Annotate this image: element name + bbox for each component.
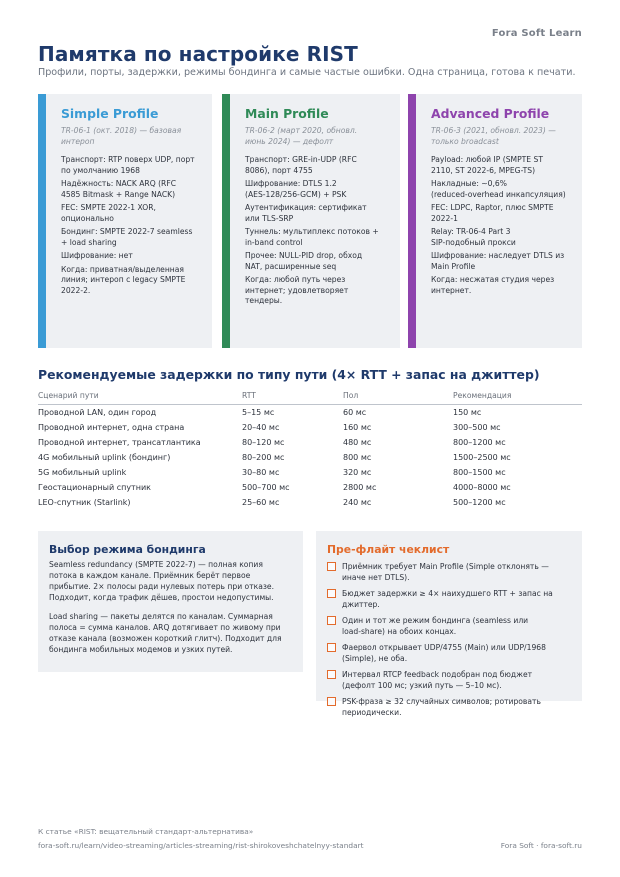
checkbox[interactable] bbox=[327, 670, 336, 679]
checkbox[interactable] bbox=[327, 697, 336, 706]
column-header: Сценарий пути bbox=[38, 388, 242, 405]
text-line: или TLS-SRP bbox=[245, 213, 294, 223]
profile-card-advanced bbox=[408, 94, 582, 348]
table-cell: 4000–8000 мс bbox=[453, 483, 511, 492]
profile-meta bbox=[61, 125, 202, 147]
text-line: прибытие. 2× полосы ради нулевых потерь при отказе. bbox=[49, 582, 274, 591]
checklist-item[interactable] bbox=[327, 588, 572, 610]
checklist-item[interactable] bbox=[327, 669, 572, 691]
table-cell: 30–80 мс bbox=[242, 468, 280, 477]
text-line: Фаервол открывает UDP/4755 (Main) или UDP/1968 bbox=[342, 643, 546, 652]
table-row bbox=[38, 465, 582, 480]
checklist-text bbox=[342, 669, 532, 691]
table-cell: 60 мс bbox=[343, 408, 367, 417]
text-line: тендеры. bbox=[245, 296, 283, 305]
text-line: Когда: любой путь через bbox=[245, 275, 346, 284]
latency-heading: Рекомендуемые задержки по типу пути (4× RTT + запас на джиттер) bbox=[38, 367, 540, 382]
text-line: линия; интероп с legacy SMPTE bbox=[61, 275, 186, 284]
profile-card-simple bbox=[38, 94, 212, 348]
text-line: Накладные: ~0,6% bbox=[431, 179, 507, 188]
column-header: Пол bbox=[343, 388, 453, 405]
text-line: FEC: LDPC, Raptor, плюс SMPTE bbox=[431, 203, 554, 212]
table-cell: 150 мс bbox=[453, 408, 482, 417]
checklist-text bbox=[342, 561, 549, 583]
text-line: Payload: любой IP (SMPTE ST bbox=[431, 155, 543, 164]
column-header: Рекомендация bbox=[453, 388, 582, 405]
profile-spec-row bbox=[61, 155, 202, 176]
footer-url[interactable]: fora-soft.ru/learn/video-streaming/articles-streaming/rist-shirokoveshchatelnyy-standart bbox=[38, 841, 364, 850]
text-line: Транспорт: GRE-in-UDP (RFC bbox=[245, 155, 357, 164]
table-cell: 25–60 мс bbox=[242, 498, 280, 507]
checklist-text bbox=[342, 615, 528, 637]
text-line: Бондинг: SMPTE 2022-7 seamless bbox=[61, 227, 193, 236]
text-line: Подходит, когда трафик дёшев, простои недопустимы. bbox=[49, 593, 274, 602]
text-line: интернет. bbox=[431, 285, 472, 295]
checklist-text bbox=[342, 696, 541, 718]
profile-name: Simple Profile bbox=[61, 106, 159, 121]
table-row bbox=[38, 405, 582, 421]
table-cell: 4G мобильный uplink (бондинг) bbox=[38, 453, 171, 462]
bonding-panel bbox=[38, 531, 303, 672]
bonding-paragraph bbox=[49, 611, 293, 655]
checklist-item[interactable] bbox=[327, 642, 572, 664]
profile-spec-row bbox=[245, 251, 390, 272]
text-line: Когда: приватная/выделенная bbox=[61, 264, 184, 274]
table-row bbox=[38, 450, 582, 465]
text-line: 2110, ST 2022-6, MPEG-TS) bbox=[431, 165, 536, 175]
table-cell: 480 мс bbox=[343, 438, 372, 447]
profile-spec-row bbox=[61, 203, 202, 224]
checkbox[interactable] bbox=[327, 643, 336, 652]
profile-spec-row bbox=[245, 275, 390, 307]
text-line: (AES-128/256-GCM) + PSK bbox=[245, 189, 347, 199]
checklist-item[interactable] bbox=[327, 561, 572, 583]
brand-label: Fora Soft Learn bbox=[491, 28, 582, 39]
latency-header-row bbox=[38, 388, 582, 405]
text-line: TR-06-1 (окт. 2018) — базовая bbox=[61, 126, 182, 135]
profile-spec-row bbox=[245, 203, 390, 224]
profile-spec-row bbox=[245, 227, 390, 248]
text-line: бондинга мобильных модемов и узких путей. bbox=[49, 645, 233, 654]
text-line: Шифрование: наследует DTLS из bbox=[431, 251, 565, 260]
text-line: Аутентификация: сертификат bbox=[245, 203, 367, 212]
profile-spec-row bbox=[431, 227, 572, 248]
text-line: только broadcast bbox=[431, 137, 499, 146]
table-cell: 240 мс bbox=[343, 498, 372, 507]
checklist-item[interactable] bbox=[327, 696, 572, 718]
footer-source: К статье «RIST: вещательный стандарт-альтернатива» bbox=[38, 827, 254, 836]
text-line: Прочее: NULL-PID drop, обход bbox=[245, 251, 363, 260]
profile-spec-row bbox=[245, 179, 390, 200]
profile-spec-row bbox=[61, 251, 202, 262]
table-cell: 2800 мс bbox=[343, 483, 377, 492]
profile-spec-row bbox=[431, 155, 572, 176]
text-line: 2022-2. bbox=[61, 285, 91, 295]
profile-spec-row bbox=[61, 227, 202, 248]
text-line: (Simple), не оба. bbox=[342, 654, 408, 663]
table-cell: Проводной интернет, трансатлантика bbox=[38, 438, 201, 447]
text-line: load-share) на обоих концах. bbox=[342, 627, 457, 636]
page-title: Памятка по настройке RIST bbox=[38, 42, 358, 66]
table-cell: Проводной интернет, одна страна bbox=[38, 423, 185, 432]
latency-table bbox=[38, 388, 582, 510]
table-cell: 5–15 мс bbox=[242, 408, 275, 417]
checklist-panel bbox=[316, 531, 582, 717]
profile-spec-row bbox=[61, 265, 202, 297]
text-line: Надёжность: NACK ARQ (RFC bbox=[61, 179, 176, 188]
text-line: Интервал RTCP feedback подобран под бюджет bbox=[342, 670, 533, 679]
text-line: иначе нет DTLS). bbox=[342, 573, 410, 582]
text-line: NAT, расширенные seq bbox=[245, 261, 337, 271]
table-cell: 1500–2500 мс bbox=[453, 453, 511, 462]
checkbox[interactable] bbox=[327, 589, 336, 598]
table-cell: 800 мс bbox=[343, 453, 372, 462]
table-row bbox=[38, 420, 582, 435]
table-cell: 5G мобильный uplink bbox=[38, 468, 127, 477]
profile-card-main bbox=[222, 94, 400, 348]
table-row bbox=[38, 495, 582, 510]
text-line: Когда: несжатая студия через bbox=[431, 275, 555, 284]
text-line: Туннель: мультиплекс потоков + bbox=[245, 227, 379, 236]
text-line: 4585 Bitmask + Range NACK) bbox=[61, 189, 176, 199]
column-header: RTT bbox=[242, 388, 343, 405]
text-line: потока в каждом канале. Приёмник берёт первое bbox=[49, 571, 251, 580]
text-line: SIP-подобный прокси bbox=[431, 237, 516, 247]
bonding-paragraph bbox=[49, 559, 293, 603]
text-line: PSK-фраза ≥ 32 случайных символов; ротировать bbox=[342, 697, 541, 706]
table-cell: 500–1200 мс bbox=[453, 498, 506, 507]
text-line: Шифрование: DTLS 1.2 bbox=[245, 179, 337, 188]
text-line: Шифрование: нет bbox=[61, 251, 133, 260]
text-line: июнь 2024) — дефолт bbox=[245, 137, 334, 146]
profile-name: Advanced Profile bbox=[431, 106, 550, 121]
text-line: in-band control bbox=[245, 237, 303, 247]
text-line: (дефолт 100 мс; узкий путь — 5–10 мс). bbox=[342, 681, 502, 690]
table-cell: 320 мс bbox=[343, 468, 372, 477]
text-line: Бюджет задержки ≥ 4× наихудшего RTT + запас на bbox=[342, 589, 553, 598]
table-cell: 500–700 мс bbox=[242, 483, 290, 492]
text-line: Приёмник требует Main Profile (Simple отклонять — bbox=[342, 562, 549, 571]
text-line: интернет; удовлетворяет bbox=[245, 285, 349, 295]
footer-brand: Fora Soft · fora-soft.ru bbox=[500, 841, 582, 850]
table-cell: 300–500 мс bbox=[453, 423, 501, 432]
table-row bbox=[38, 480, 582, 495]
checklist-text bbox=[342, 588, 553, 610]
profile-spec-row bbox=[431, 275, 572, 296]
text-line: периодически. bbox=[342, 708, 402, 717]
checklist-text bbox=[342, 642, 546, 664]
text-line: Один и тот же режим бондинга (seamless или bbox=[342, 616, 529, 625]
text-line: (reduced-overhead инкапсуляция) bbox=[431, 189, 566, 199]
text-line: 2022-1 bbox=[431, 213, 458, 223]
checkbox[interactable] bbox=[327, 562, 336, 571]
profile-spec-row bbox=[431, 203, 572, 224]
table-cell: 800–1500 мс bbox=[453, 468, 506, 477]
text-line: + load sharing bbox=[61, 237, 117, 247]
checklist-item[interactable] bbox=[327, 615, 572, 637]
page-subtitle: Профили, порты, задержки, режимы бондинга и самые частые ошибки. Одна страница, готова к печати. bbox=[38, 67, 576, 78]
table-cell: 80–200 мс bbox=[242, 453, 285, 462]
table-row bbox=[38, 435, 582, 450]
text-line: отказе канала (возможен короткий глитч). Подходит для bbox=[49, 634, 282, 643]
text-line: джиттер. bbox=[342, 600, 380, 609]
text-line: Транспорт: RTP поверх UDP, порт bbox=[61, 155, 195, 164]
table-cell: Геостационарный спутник bbox=[38, 483, 151, 492]
profile-spec-row bbox=[431, 179, 572, 200]
text-line: TR-06-3 (2021, обновл. 2023) — bbox=[431, 126, 556, 135]
profile-name: Main Profile bbox=[245, 106, 329, 121]
profile-spec-row bbox=[245, 155, 390, 176]
text-line: Seamless redundancy (SMPTE 2022-7) — полная копия bbox=[49, 560, 263, 569]
text-line: Load sharing — пакеты делятся по каналам. Суммарная bbox=[49, 612, 273, 621]
checkbox[interactable] bbox=[327, 616, 336, 625]
profile-meta bbox=[431, 125, 572, 147]
profile-spec-row bbox=[431, 251, 572, 272]
checklist-heading: Пре-флайт чеклист bbox=[327, 543, 450, 556]
text-line: интероп bbox=[61, 137, 95, 146]
text-line: Relay: TR-06-4 Part 3 bbox=[431, 227, 511, 236]
profile-spec-row bbox=[61, 179, 202, 200]
text-line: Main Profile bbox=[431, 261, 476, 271]
table-cell: 80–120 мс bbox=[242, 438, 285, 447]
profile-meta bbox=[245, 125, 390, 147]
table-cell: Проводной LAN, один город bbox=[38, 408, 157, 417]
text-line: опционально bbox=[61, 213, 114, 223]
text-line: 8086), порт 4755 bbox=[245, 165, 313, 175]
text-line: по умолчанию 1968 bbox=[61, 165, 140, 175]
text-line: FEC: SMPTE 2022-1 XOR, bbox=[61, 203, 156, 212]
bonding-heading: Выбор режима бондинга bbox=[49, 543, 206, 556]
text-line: TR-06-2 (март 2020, обновл. bbox=[245, 126, 358, 135]
table-cell: 20–40 мс bbox=[242, 423, 280, 432]
table-cell: LEO-спутник (Starlink) bbox=[38, 498, 131, 507]
table-cell: 800–1200 мс bbox=[453, 438, 506, 447]
text-line: полоса = сумма каналов. ARQ дотягивает по живому при bbox=[49, 623, 281, 632]
table-cell: 160 мс bbox=[343, 423, 372, 432]
